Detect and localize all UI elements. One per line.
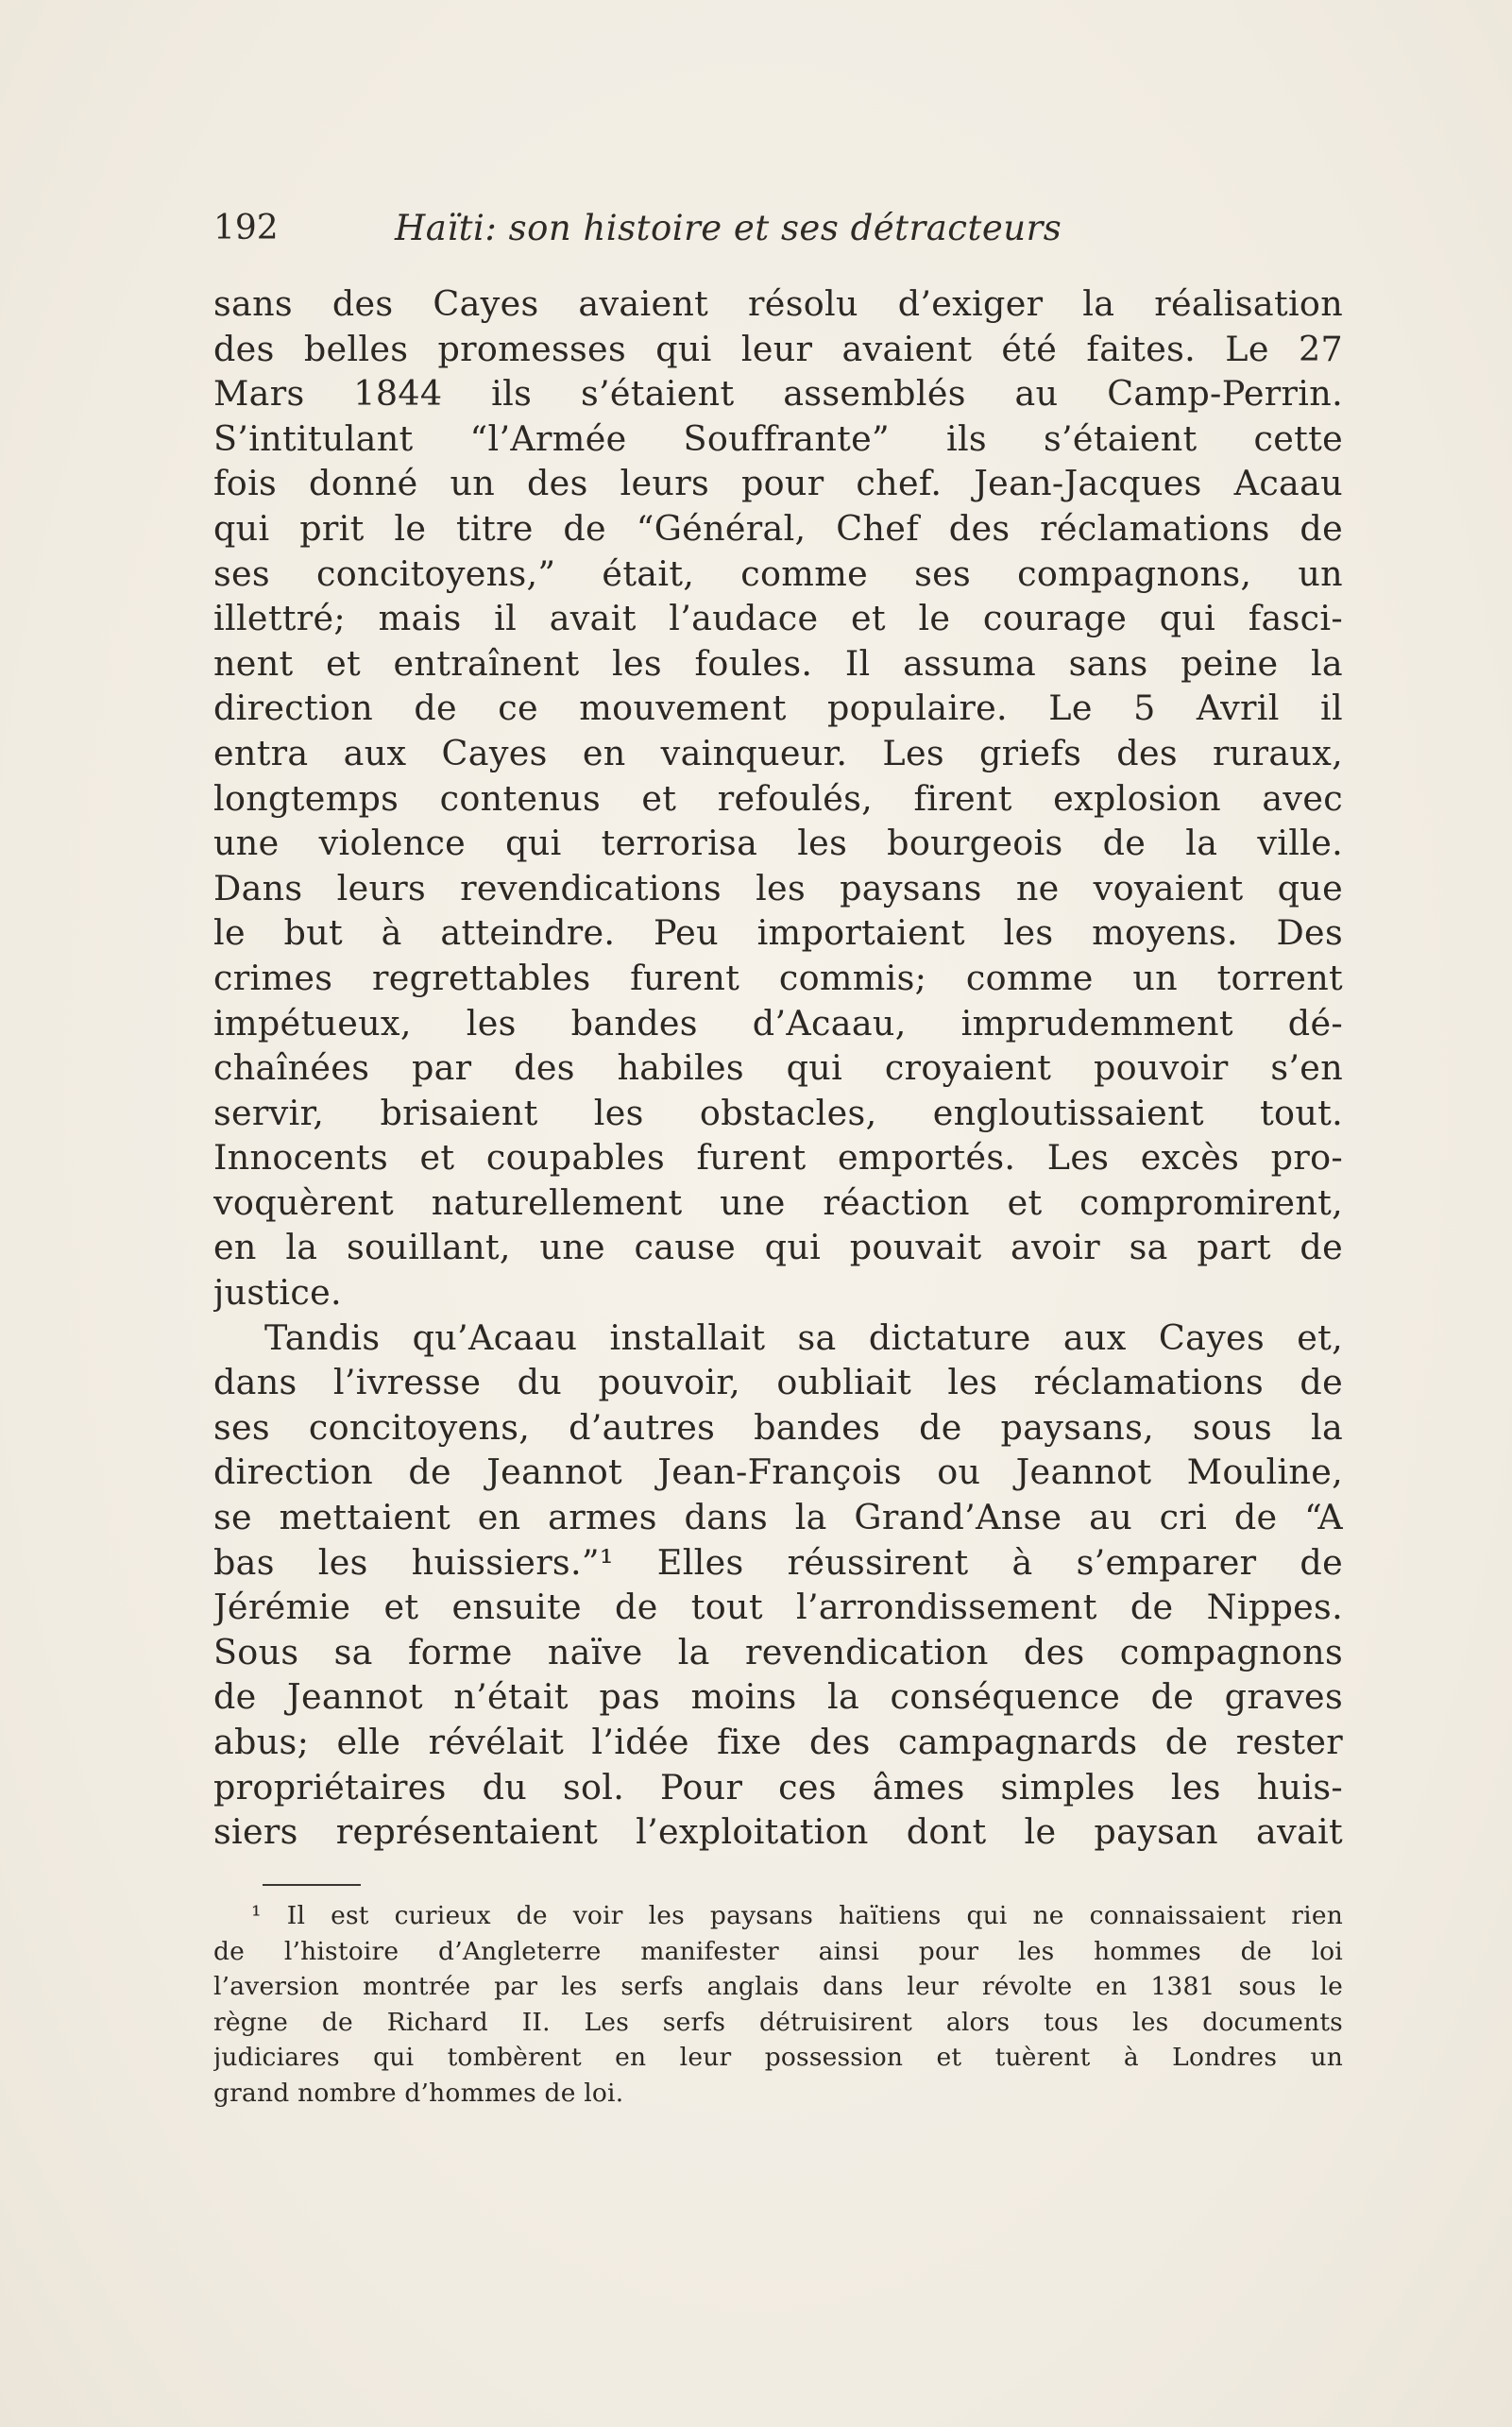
text-line: des belles promesses qui leur avaient été faites. Le 27 — [213, 328, 1343, 369]
text-line: ses concitoyens, d’autres bandes de paysans, sous la — [213, 1406, 1343, 1448]
text-line: fois donné un des leurs pour chef. Jean-Jacques Acaau — [213, 463, 1343, 504]
text-line: sans des Cayes avaient résolu d’exiger la réalisation — [213, 283, 1343, 324]
text-line: bas les huissiers.”¹ Elles réussirent à s’emparer de — [213, 1541, 1343, 1583]
text-line: chaînées par des habiles qui croyaient pouvoir s’en — [213, 1047, 1343, 1089]
text-line: Sous sa forme naïve la revendication des compagnons — [213, 1631, 1343, 1672]
text-line: qui prit le titre de “Général, Chef des réclamations de — [213, 507, 1343, 549]
running-title: Haïti: son histoire et ses détracteurs — [395, 208, 1062, 248]
text-line: impétueux, les bandes d’Acaau, imprudemment dé- — [213, 1002, 1343, 1044]
text-line: direction de Jeannot Jean-François ou Jeannot Mouline, — [213, 1451, 1343, 1493]
footnote-line: judiciares qui tombèrent en leur possession et tuèrent à Londres un — [213, 2043, 1343, 2073]
text-line: en la souillant, une cause qui pouvait avoir sa part de — [213, 1227, 1343, 1268]
text-line: Innocents et coupables furent emportés. Les excès pro- — [213, 1137, 1343, 1179]
text-line: servir, brisaient les obstacles, engloutissaient tout. — [213, 1092, 1343, 1133]
text-line: se mettaient en armes dans la Grand’Anse au cri de “A — [213, 1497, 1343, 1538]
footnote-line: de l’histoire d’Angleterre manifester ainsi pour les hommes de loi — [213, 1936, 1343, 1966]
text-line: entra aux Cayes en vainqueur. Les griefs des ruraux, — [213, 732, 1343, 773]
text-line: nent et entraînent les foules. Il assuma sans peine la — [213, 642, 1343, 684]
footnote-line: l’aversion montrée par les serfs anglais dans leur révolte en 1381 sous le — [213, 1972, 1343, 2002]
text-line: une violence qui terrorisa les bourgeois de la ville. — [213, 823, 1343, 864]
text-line: abus; elle révélait l’idée fixe des campagnards de rester — [213, 1722, 1343, 1762]
body-text — [213, 281, 1343, 1855]
text-line: illettré; mais il avait l’audace et le courage qui fasci- — [213, 598, 1343, 639]
text-line: propriétaires du sol. Pour ces âmes simples les huis- — [213, 1766, 1343, 1808]
footnote-line: règne de Richard II. Les serfs détruisirent alors tous les documents — [213, 2007, 1343, 2037]
text-line: Tandis qu’Acaau installait sa dictature aux Cayes et, — [264, 1316, 1343, 1358]
footnote-line: grand nombre d’hommes de loi. — [213, 2078, 624, 2108]
text-line: le but à atteindre. Peu importaient les moyens. Des — [213, 912, 1343, 954]
text-line: voquèrent naturellement une réaction et compromirent, — [213, 1181, 1343, 1223]
text-line: ses concitoyens,” était, comme ses compagnons, un — [213, 552, 1343, 594]
text-line: Mars 1844 ils s’étaient assemblés au Camp-Perrin. — [213, 373, 1343, 415]
text-line: direction de ce mouvement populaire. Le 5 Avril il — [213, 687, 1343, 729]
page-number: 192 — [213, 209, 279, 247]
page-header — [213, 202, 1343, 255]
footnotes — [213, 1898, 1343, 2112]
text-line: siers représentaient l’exploitation dont le paysan avait — [213, 1811, 1343, 1853]
footnote-divider — [263, 1884, 361, 1886]
text-line: Dans leurs revendications les paysans ne voyaient que — [213, 867, 1343, 908]
text-line: Jérémie et ensuite de tout l’arrondissement de Nippes. — [213, 1587, 1343, 1628]
text-line: de Jeannot n’était pas moins la conséquence de graves — [213, 1676, 1343, 1718]
text-line: longtemps contenus et refoulés, firent explosion avec — [213, 777, 1343, 819]
text-line: dans l’ivresse du pouvoir, oubliait les réclamations de — [213, 1362, 1343, 1403]
text-line: crimes regrettables furent commis; comme un torrent — [213, 957, 1343, 998]
footnote-line: ¹ Il est curieux de voir les paysans haïtiens qui ne connaissaient rien — [251, 1901, 1343, 1930]
text-line: S’intitulant “l’Armée Souffrante” ils s’étaient cette — [213, 417, 1343, 459]
text-line: justice. — [213, 1272, 342, 1314]
